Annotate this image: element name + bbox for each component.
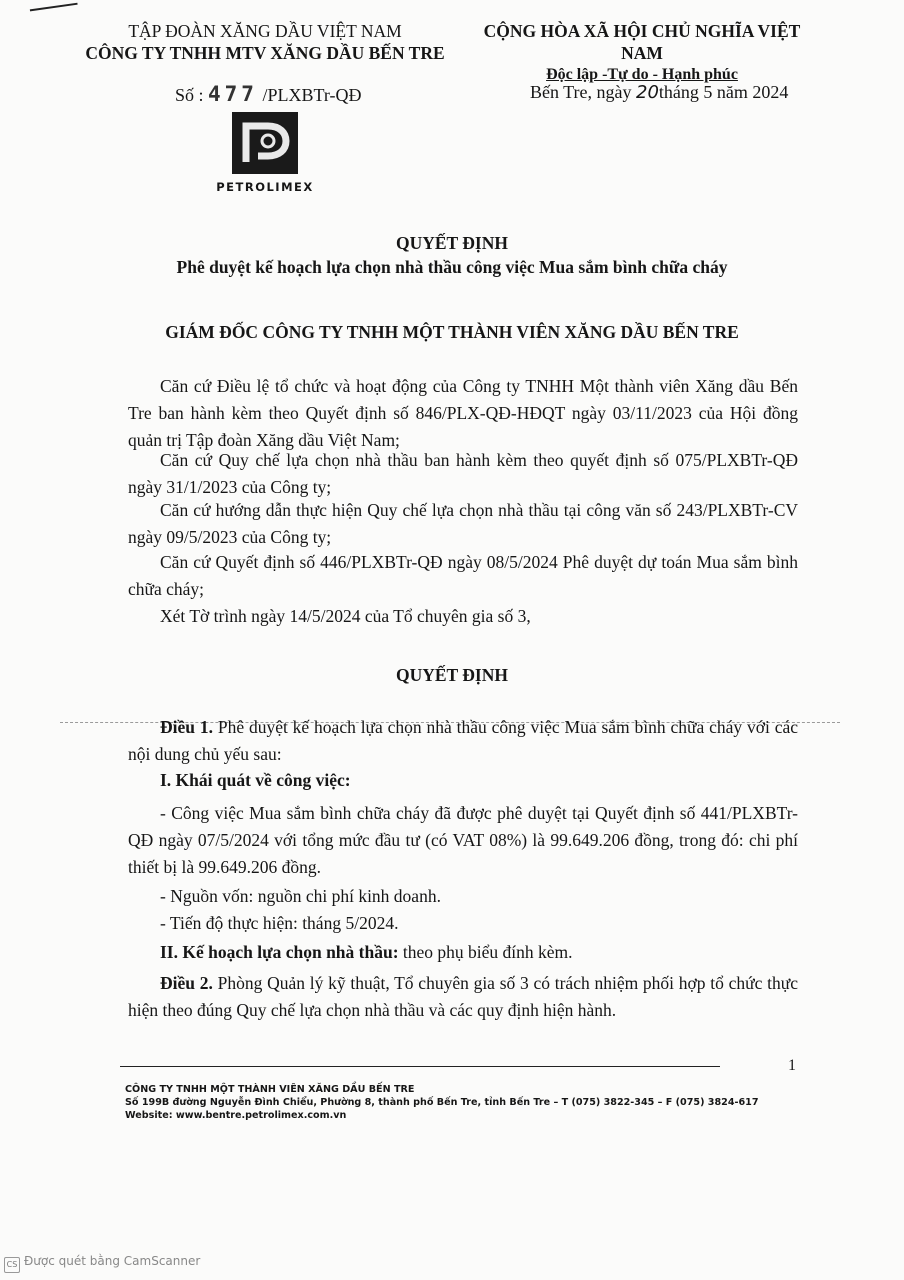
legal-basis-4: Căn cứ Quyết định số 446/PLXBTr-QĐ ngày 08/5/2024 Phê duyệt dự toán Mua sắm bình chữa cháy; — [128, 552, 798, 599]
footer-website: Website: www.bentre.petrolimex.com.vn — [125, 1110, 347, 1121]
footer-rule — [120, 1066, 720, 1067]
date-day: 20 — [636, 82, 659, 103]
footer-address: Số 199B đường Nguyễn Đình Chiểu, Phường 8, thành phố Bến Tre, tỉnh Bến Tre – T (075) 3822-345 – F (075) 3824-617 — [125, 1097, 759, 1108]
decision-heading: QUYẾT ĐỊNH — [396, 665, 508, 685]
article-1-label: Điều 1. — [160, 717, 213, 737]
section-1-item-1: - Công việc Mua sắm bình chữa cháy đã được phê duyệt tại Quyết định số 441/PLXBTr-QĐ ngày 07/5/2024 với tổng mức đầu tư (có VAT 08%) là 99.649.206 đồng, trong đó: chi phí thiết bị là 99.649.206 đồng. — [128, 803, 798, 877]
parent-org: TẬP ĐOÀN XĂNG DẦU VIỆT NAM — [128, 21, 402, 41]
document-number-value: 477 — [208, 82, 258, 106]
national-heading — [462, 20, 822, 86]
section-2-heading: II. Kế hoạch lựa chọn nhà thầu: — [160, 942, 399, 962]
legal-basis-1: Căn cứ Điều lệ tổ chức và hoạt động của Công ty TNHH Một thành viên Xăng dầu Bến Tre ban hành kèm theo Quyết định số 846/PLX-QĐ-HĐQT ngày 03/11/2023 của Hội đồng quản trị Tập đoàn Xăng dầu Việt Nam; — [128, 376, 798, 450]
legal-basis-3: Căn cứ hướng dẫn thực hiện Quy chế lựa chọn nhà thầu tại công văn số 243/PLXBTr-CV ngày 09/5/2023 của Công ty; — [128, 500, 798, 547]
camscanner-watermark — [4, 1254, 200, 1273]
section-1-item-2: - Nguồn vốn: nguồn chi phí kinh doanh. — [160, 886, 441, 906]
legal-basis-5: Xét Tờ trình ngày 14/5/2024 của Tổ chuyên gia số 3, — [160, 606, 531, 626]
document-title: QUYẾT ĐỊNH — [396, 233, 508, 253]
issuer-block — [60, 20, 470, 64]
section-2: II. Kế hoạch lựa chọn nhà thầu: theo phụ biểu đính kèm. — [160, 942, 573, 962]
article-1: Điều 1. Phê duyệt kế hoạch lựa chọn nhà thầu công việc Mua sắm bình chữa cháy với các nội dung chủ yếu sau: — [128, 717, 798, 764]
camscanner-icon: CS — [4, 1257, 20, 1273]
authority-heading: GIÁM ĐỐC CÔNG TY TNHH MỘT THÀNH VIÊN XĂNG DẦU BẾN TRE — [165, 322, 739, 342]
nation-name: CỘNG HÒA XÃ HỘI CHỦ NGHĨA VIỆT NAM — [483, 21, 801, 63]
footer — [125, 1083, 759, 1122]
article-2-label: Điều 2. — [160, 973, 213, 993]
watermark-text: Được quét bằng CamScanner — [24, 1254, 201, 1268]
petrolimex-logo-icon — [232, 112, 298, 174]
article-2: Điều 2. Phòng Quản lý kỹ thuật, Tổ chuyên gia số 3 có trách nhiệm phối hợp tổ chức thực hiện theo đúng Quy chế lựa chọn nhà thầu và các quy định hiện hành. — [128, 973, 799, 1020]
pen-mark — [30, 3, 78, 16]
section-1-item-3: - Tiến độ thực hiện: tháng 5/2024. — [160, 913, 399, 933]
legal-basis-2: Căn cứ Quy chế lựa chọn nhà thầu ban hành kèm theo quyết định số 075/PLXBTr-QĐ ngày 31/1/2023 của Công ty; — [128, 450, 798, 497]
motto: Độc lập -Tự do - Hạnh phúc — [546, 66, 738, 83]
document-number: Số : 477 /PLXBTr-QĐ — [175, 82, 362, 106]
page-number: 1 — [788, 1057, 796, 1074]
company-name: CÔNG TY TNHH MTV XĂNG DẦU BẾN TRE — [85, 43, 445, 63]
document-date: Bến Tre, ngày 20tháng 5 năm 2024 — [530, 82, 789, 103]
document-subtitle: Phê duyệt kế hoạch lựa chọn nhà thầu công việc Mua sắm bình chữa cháy — [176, 257, 728, 277]
section-1-heading: I. Khái quát về công việc: — [160, 770, 351, 790]
logo-text: PETROLIMEX — [216, 180, 314, 194]
footer-company: CÔNG TY TNHH MỘT THÀNH VIÊN XĂNG DẦU BẾN TRE — [125, 1084, 415, 1095]
